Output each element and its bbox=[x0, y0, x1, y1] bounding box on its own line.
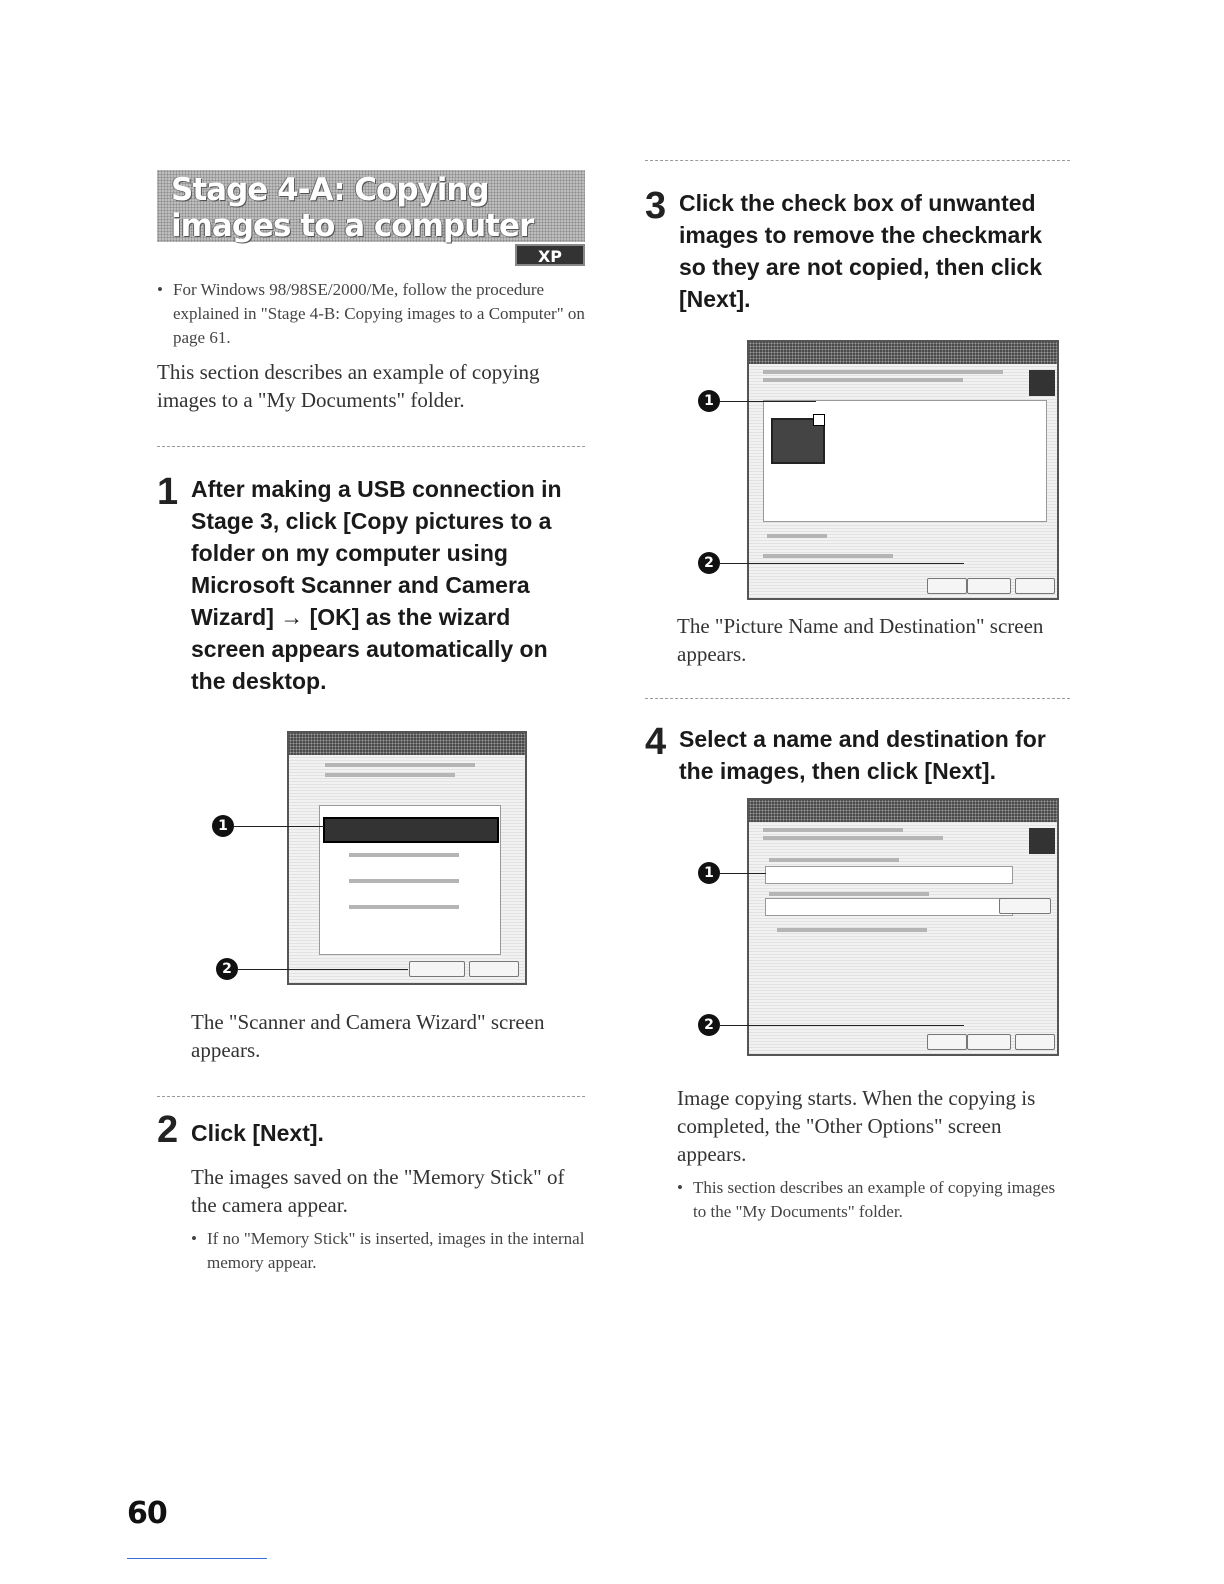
text-line bbox=[349, 879, 459, 883]
step-heading: After making a USB connection in Stage 3, click [Copy pictures to a folder on my computer using Microsoft Scanner and Camera Wizard] → [OK] as the wizard screen appears automatically on the desktop. bbox=[191, 476, 562, 694]
text-line bbox=[767, 534, 827, 538]
os-badge: XP bbox=[515, 244, 585, 266]
window-titlebar bbox=[749, 342, 1057, 364]
callout-leader bbox=[238, 969, 408, 970]
step-number: 1 bbox=[157, 471, 179, 513]
callout-1: 1 bbox=[212, 815, 234, 837]
step-number: 4 bbox=[645, 721, 667, 763]
intro-body: This section describes an example of copying images to a "My Documents" folder. bbox=[157, 360, 540, 412]
step-heading: Click the check box of unwanted images to remove the checkmark so they are not copied, then click [Next]. bbox=[679, 190, 1043, 312]
step-4 bbox=[645, 723, 1070, 787]
name-field bbox=[765, 866, 1013, 884]
step-4-text-wrap bbox=[677, 1084, 1069, 1224]
step-heading: Select a name and destination for the images, then click [Next]. bbox=[679, 726, 1046, 784]
wizard-icon bbox=[1029, 370, 1055, 396]
text-line bbox=[769, 892, 929, 896]
step-2-wrap bbox=[157, 1096, 585, 1275]
window-titlebar bbox=[749, 800, 1057, 822]
step-3-caption-wrap bbox=[677, 612, 1067, 668]
callout-leader bbox=[720, 401, 816, 402]
browse-button bbox=[999, 898, 1051, 914]
page-rule bbox=[127, 1558, 267, 1559]
destination-field bbox=[765, 898, 1013, 916]
window-titlebar bbox=[289, 733, 525, 755]
wizard-screenshot-step-3 bbox=[747, 340, 1059, 600]
text-line bbox=[349, 853, 459, 857]
step-1-caption-wrap bbox=[191, 1008, 581, 1064]
text-line bbox=[349, 905, 459, 909]
stage-title: Stage 4-A: Copying images to a computer bbox=[171, 172, 534, 244]
wizard-screenshot-step-1 bbox=[287, 731, 527, 985]
text-line bbox=[763, 836, 943, 840]
callout-2: 2 bbox=[216, 958, 238, 980]
callout-2: 2 bbox=[698, 1014, 720, 1036]
callout-leader bbox=[720, 1025, 964, 1026]
step-note: • If no "Memory Stick" is inserted, images in the internal memory appear. bbox=[191, 1227, 585, 1275]
callout-1: 1 bbox=[698, 862, 720, 884]
intro-note: • For Windows 98/98SE/2000/Me, follow the procedure explained in "Stage 4-B: Copying images to a Computer" on page 61. bbox=[157, 278, 585, 350]
step-3 bbox=[645, 187, 1070, 315]
page-number: 60 bbox=[127, 1496, 167, 1531]
back-button bbox=[927, 1034, 967, 1050]
step-body: The images saved on the "Memory Stick" of the camera appear. bbox=[191, 1165, 565, 1217]
text-line bbox=[763, 554, 893, 558]
stage-banner bbox=[157, 170, 585, 242]
text-line bbox=[763, 370, 1003, 374]
callout-2: 2 bbox=[698, 552, 720, 574]
callout-leader bbox=[720, 563, 964, 564]
step-note: • This section describes an example of copying images to the "My Documents" folder. bbox=[677, 1176, 1069, 1224]
thumbnail-checkbox bbox=[813, 414, 825, 426]
ok-button bbox=[409, 961, 465, 977]
step-number: 2 bbox=[157, 1109, 179, 1151]
step-heading: Click [Next]. bbox=[191, 1120, 324, 1146]
step-1 bbox=[157, 473, 585, 697]
step-number: 3 bbox=[645, 185, 667, 227]
step-body: Image copying starts. When the copying is completed, the "Other Options" screen appears. bbox=[677, 1086, 1036, 1166]
step-4-wrap bbox=[645, 698, 1070, 787]
text-line bbox=[325, 773, 455, 777]
left-column bbox=[157, 170, 585, 697]
wizard-icon bbox=[1029, 828, 1055, 854]
callout-leader bbox=[720, 873, 766, 874]
text-line bbox=[325, 763, 475, 767]
next-button bbox=[967, 1034, 1011, 1050]
cancel-button bbox=[1015, 578, 1055, 594]
text-line bbox=[777, 928, 927, 932]
text-line bbox=[763, 828, 903, 832]
back-button bbox=[927, 578, 967, 594]
callout-leader bbox=[234, 826, 324, 827]
callout-1: 1 bbox=[698, 390, 720, 412]
step-caption: The "Scanner and Camera Wizard" screen appears. bbox=[191, 1010, 545, 1062]
text-line bbox=[769, 858, 899, 862]
step-2 bbox=[157, 1111, 585, 1275]
right-column bbox=[645, 160, 1070, 315]
cancel-button bbox=[1015, 1034, 1055, 1050]
next-button bbox=[967, 578, 1011, 594]
cancel-button bbox=[469, 961, 519, 977]
selected-option bbox=[323, 817, 499, 843]
step-caption: The "Picture Name and Destination" screen appears. bbox=[677, 614, 1044, 666]
text-line bbox=[763, 378, 963, 382]
wizard-screenshot-step-4 bbox=[747, 798, 1059, 1056]
